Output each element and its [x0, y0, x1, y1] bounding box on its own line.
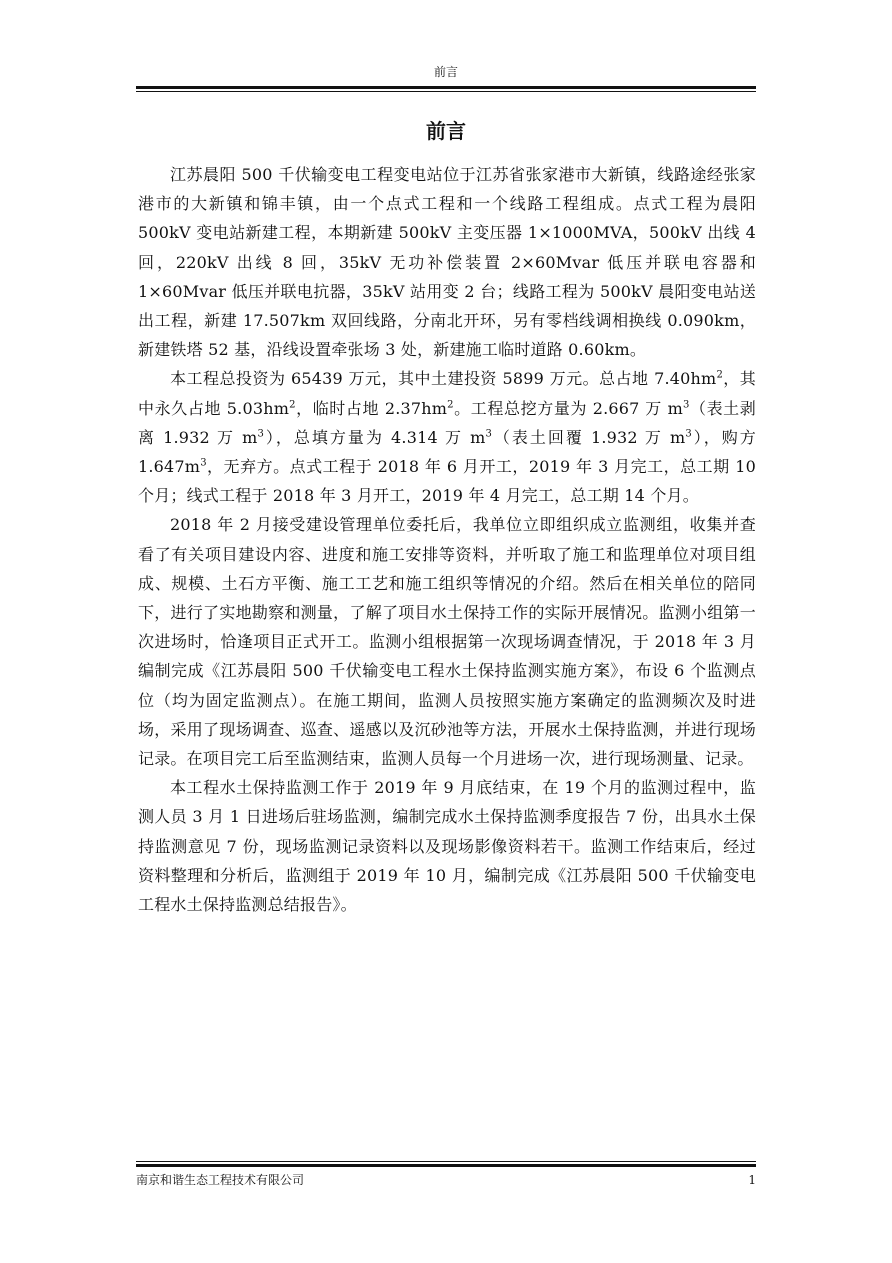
footer-rule-thin: [136, 1161, 756, 1162]
page-title: 前言: [426, 119, 466, 143]
paragraph-text: 江苏晨阳 500 千伏输变电工程变电站位于江苏省张家港市大新镇，线路途经张家港市的大新镇和锦丰镇，由一个点式工程和一个线路工程组成。点式工程为晨阳 500kV 变电站新建工程，本期新建 500kV 主变压器 1×1000MVA，500kV 出线 4 回，220kV 出线 8 回，35kV 无功补偿装置 2×60Mvar 低压并联电容器和 1×60Mvar 低压并联电抗器，35kV 站用变 2 台；线路工程为 500kV 晨阳变电站送出工程，新建 17.507km 双回线路，分南北开环，另有零档线调相换线 0.090km，新建铁塔 52 基，沿线设置牵张场 3 处，新建施工临时道路 0.60km。: [138, 165, 756, 360]
paragraph-text: 本工程水土保持监测工作于 2019 年 9 月底结束，在 19 个月的监测过程中，监测人员 3 月 1 日进场后驻场监测，编制完成水土保持监测季度报告 7 份，出具水土保持监测意见 7 份，现场监测记录资料以及现场影像资料若干。监测工作结束后，经过资料整理和分析后，监测组于 2019 年 10 月，编制完成《江苏晨阳 500 千伏输变电工程水土保持监测总结报告》。: [138, 778, 756, 915]
running-header: 前言: [433, 65, 458, 79]
footer-rule: [136, 1164, 756, 1167]
paragraph-monitoring-process: [138, 510, 756, 773]
superscript-unit: 3: [685, 428, 692, 440]
paragraph-text: （表土剥离 1.932 万 m: [138, 398, 756, 447]
paragraph-text: 本工程总投资为 65439 万元，其中土建投资 5899 万元。总占地 7.40hm: [170, 369, 717, 389]
paragraph-text: ），购方 1.647m: [138, 427, 756, 477]
superscript-unit: 2: [289, 399, 296, 411]
paragraph-text: ，临时占地 2.37hm: [295, 398, 448, 418]
superscript-unit: 3: [257, 428, 265, 440]
page-number: 1: [748, 1173, 756, 1187]
paragraph-text: ，无弃方。点式工程于 2018 年 6 月开工，2019 年 3 月完工，总工期 10 个月；线式工程于 2018 年 3 月开工，2019 年 4 月完工，总工期 14 个月。: [138, 457, 756, 506]
paragraph-text: （表土回覆 1.932 万 m: [492, 427, 686, 447]
superscript-unit: 3: [200, 457, 207, 469]
paragraph-text: 。工程总挖方量为 2.667 万 m: [453, 398, 683, 418]
header-rule-thin: [136, 91, 756, 92]
paragraph-text: ），总填方量为 4.314 万 m: [264, 427, 486, 447]
footer-company-name: 南京和谐生态工程技术有限公司: [136, 1173, 305, 1187]
paragraph-text: ，其中永久占地 5.03hm: [138, 369, 756, 418]
paragraph-project-overview: [138, 160, 756, 364]
superscript-unit: 2: [447, 399, 454, 411]
superscript-unit: 3: [682, 399, 690, 411]
body-text: [138, 160, 756, 919]
paragraph-monitoring-results: [138, 773, 756, 919]
header-rule: [136, 86, 756, 89]
paragraph-text: 2018 年 2 月接受建设管理单位委托后，我单位立即组织成立监测组，收集并查看了有关项目建设内容、进度和施工安排等资料，并听取了施工和监理单位对项目组成、规模、土石方平衡、施工工艺和施工组织等情况的介绍。然后在相关单位的陪同下，进行了实地勘察和测量，了解了项目水土保持工作的实际开展情况。监测小组第一次进场时，恰逢项目正式开工。监测小组根据第一次现场调查情况，于 2018 年 3 月编制完成《江苏晨阳 500 千伏输变电工程水土保持监测实施方案》，布设 6 个监测点位（均为固定监测点）。在施工期间，监测人员按照实施方案确定的监测频次及时进场，采用了现场调查、巡查、遥感以及沉砂池等方法，开展水土保持监测，并进行现场记录。在项目完工后至监测结束，监测人员每一个月进场一次，进行现场测量、记录。: [138, 515, 756, 769]
superscript-unit: 2: [716, 370, 723, 382]
paragraph-investment-and-land: [138, 364, 756, 510]
superscript-unit: 3: [485, 428, 493, 440]
